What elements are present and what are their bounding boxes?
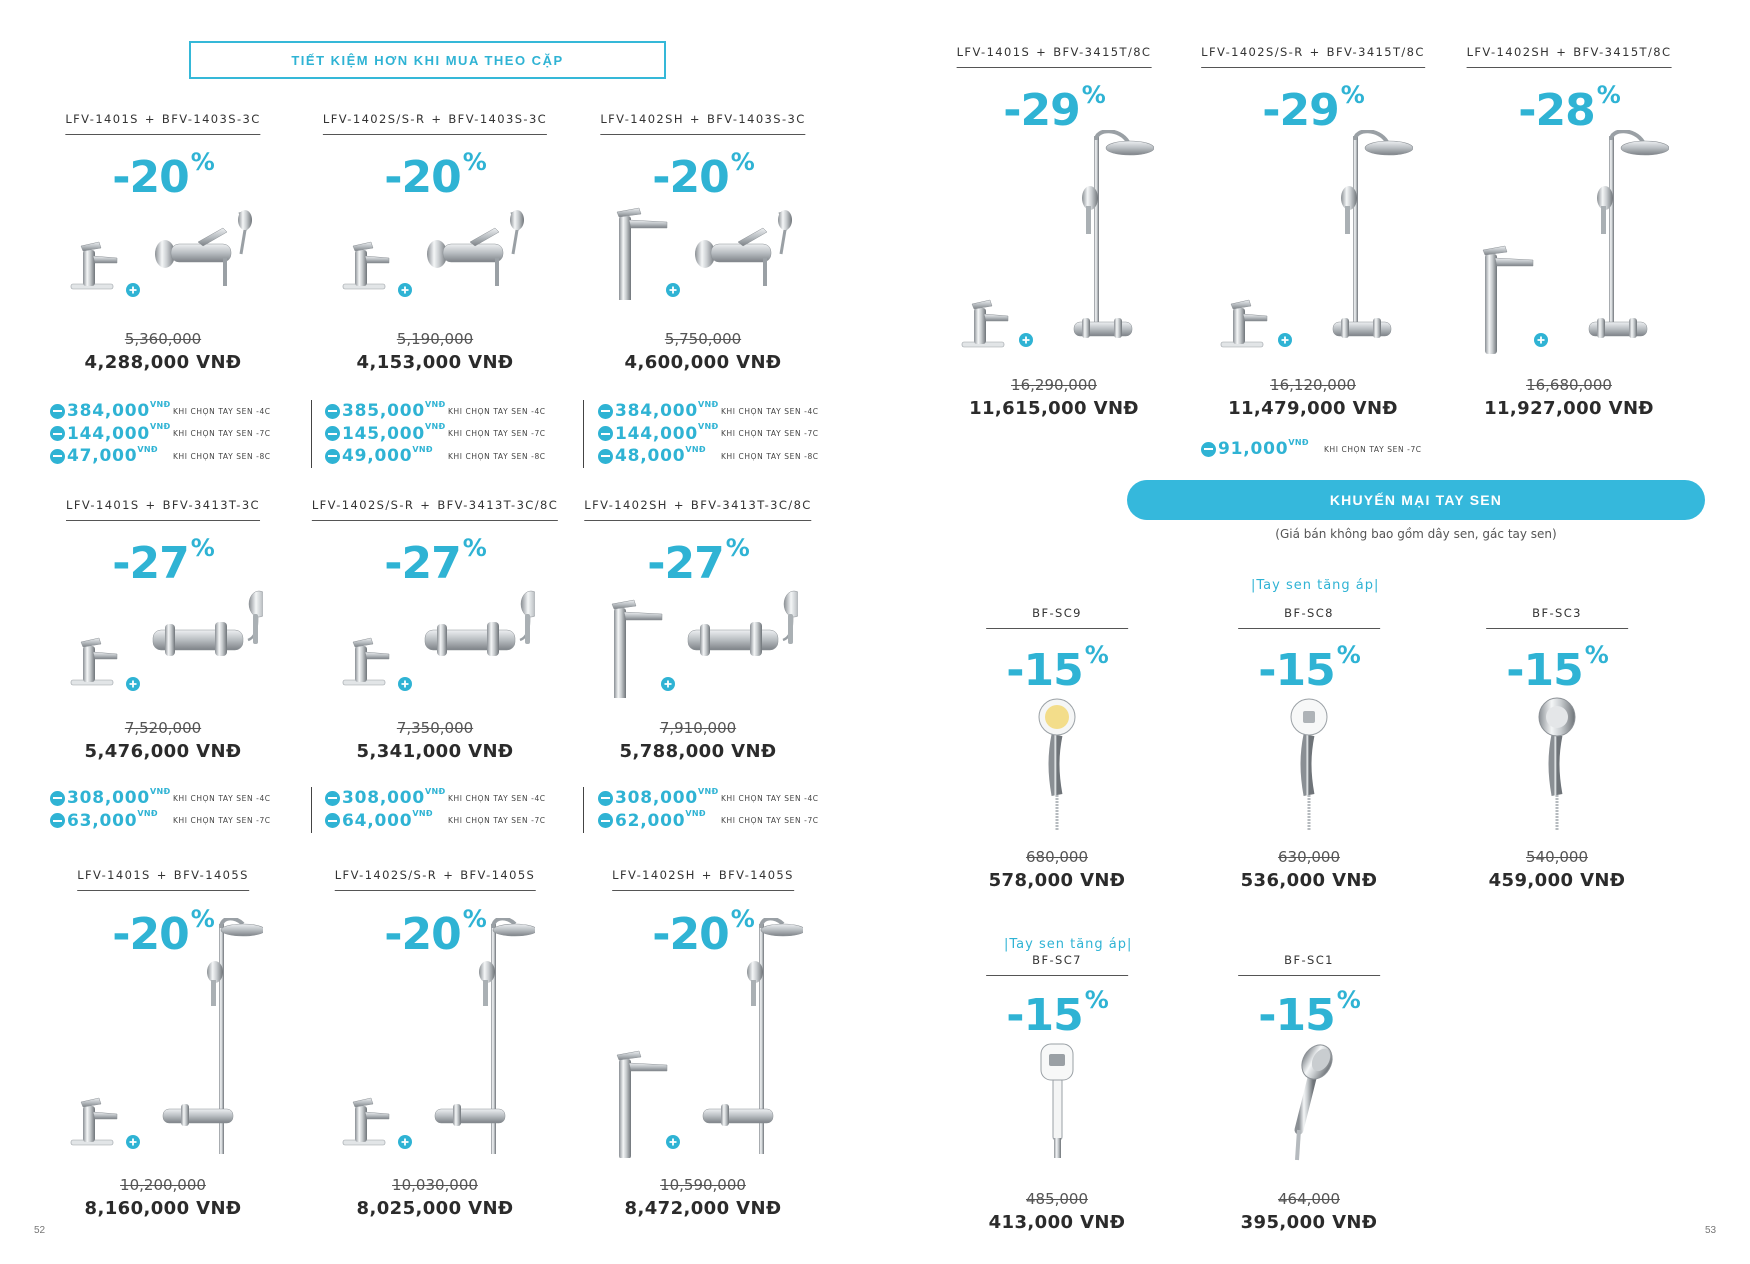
extra-discount-row <box>50 787 310 810</box>
combo-model-b: BFV-1405S <box>173 868 249 882</box>
minus-icon <box>325 813 340 828</box>
product-image <box>63 918 263 1163</box>
minus-icon <box>598 791 613 806</box>
combo-title <box>1467 45 1672 68</box>
currency-sup: VNĐ <box>698 399 719 409</box>
minus-icon <box>325 449 340 464</box>
discount-value: -20 <box>652 152 729 203</box>
extra-discount-row <box>598 445 858 468</box>
discount-amount <box>342 786 446 809</box>
currency-sup: VNĐ <box>137 444 158 454</box>
discount-amount <box>67 446 167 466</box>
discount-amount <box>67 399 171 422</box>
amount-value: 384,000 <box>615 401 699 422</box>
percent-sign: % <box>462 148 486 177</box>
combo-model-a: LFV-1401S <box>77 868 151 882</box>
original-price: 5,360,000 <box>124 330 202 348</box>
amount-value: 145,000 <box>342 423 426 444</box>
original-price: 10,200,000 <box>120 1176 206 1194</box>
separator <box>311 400 312 468</box>
discount-value: -15 <box>1258 645 1335 696</box>
combo-title <box>66 498 260 521</box>
product-image <box>335 200 535 305</box>
extra-discount-row <box>325 423 585 446</box>
combo-title <box>612 868 794 891</box>
discount-condition: KHI CHỌN TAY SEN -8C <box>448 451 546 461</box>
plus-sign: + <box>689 112 701 126</box>
plus-sign: + <box>156 868 168 882</box>
separator <box>311 787 312 833</box>
minus-icon <box>325 426 340 441</box>
extra-discount-row <box>50 400 310 423</box>
percent-sign: % <box>1084 641 1108 670</box>
combo-model-a: LFV-1402SH <box>612 868 696 882</box>
sale-price: 459,000 VNĐ <box>1488 870 1626 891</box>
hand-shower-image <box>1527 695 1587 840</box>
discount-value: -15 <box>1506 645 1583 696</box>
sale-price: 8,025,000 VNĐ <box>356 1198 514 1219</box>
plus-sign: + <box>443 868 455 882</box>
discount-value: -15 <box>1006 990 1083 1041</box>
discount-percent <box>112 534 214 589</box>
minus-icon <box>50 449 65 464</box>
sale-price: 578,000 VNĐ <box>988 870 1126 891</box>
shower-model: BF-SC1 <box>1238 953 1380 976</box>
shower-model: BF-SC9 <box>986 606 1128 629</box>
discount-amount <box>342 422 446 444</box>
discount-condition: KHI CHỌN TAY SEN -7C <box>173 816 271 826</box>
product-image <box>63 200 263 305</box>
promo-note: (Giá bán không bao gồm dây sen, gác tay sen) <box>1275 527 1557 541</box>
plus-sign: + <box>144 112 156 126</box>
extra-discount-list <box>50 400 310 468</box>
discount-condition: KHI CHỌN TAY SEN -7C <box>448 816 546 826</box>
amount-value: 144,000 <box>67 423 151 444</box>
combo-model-a: LFV-1401S <box>65 112 139 126</box>
extra-discount-row <box>598 787 858 810</box>
discount-amount <box>615 422 719 444</box>
discount-amount <box>615 446 715 466</box>
minus-icon <box>325 791 340 806</box>
extra-discount-list <box>598 400 858 468</box>
minus-icon <box>598 449 613 464</box>
discount-condition: KHI CHỌN TAY SEN -7C <box>721 816 819 826</box>
sale-price: 4,153,000 VNĐ <box>356 352 514 373</box>
combo-title <box>1201 45 1425 68</box>
extra-discount-row <box>325 400 585 423</box>
hand-shower-image <box>1279 695 1339 840</box>
sale-price: 8,472,000 VNĐ <box>624 1198 782 1219</box>
combo-model-a: LFV-1402SH <box>600 112 684 126</box>
original-price: 680,000 <box>1025 848 1089 866</box>
minus-icon <box>50 426 65 441</box>
discount-amount <box>67 811 167 831</box>
product-image <box>1213 130 1413 365</box>
extra-discount-row <box>1201 438 1461 461</box>
shower-model: BF-SC8 <box>1238 606 1380 629</box>
discount-condition: KHI CHỌN TAY SEN -8C <box>173 451 271 461</box>
discount-percent <box>1262 81 1364 136</box>
original-price: 5,190,000 <box>396 330 474 348</box>
percent-sign: % <box>190 905 214 934</box>
discount-condition: KHI CHỌN TAY SEN -4C <box>448 793 546 803</box>
extra-discount-row <box>50 423 310 446</box>
amount-value: 91,000 <box>1218 439 1289 460</box>
currency-sup: VNĐ <box>425 786 446 796</box>
combo-model-b: BFV-3413T-3C/8C <box>690 498 812 512</box>
extra-discount-row <box>50 810 310 833</box>
extra-discount-row <box>325 787 585 810</box>
combo-model-b: BFV-3413T-3C/8C <box>437 498 559 512</box>
sale-price: 5,788,000 VNĐ <box>619 741 777 762</box>
discount-value: -20 <box>384 909 461 960</box>
percent-sign: % <box>1596 81 1620 110</box>
product-image <box>63 588 263 703</box>
currency-sup: VNĐ <box>425 399 446 409</box>
currency-sup: VNĐ <box>425 422 446 432</box>
plus-sign: + <box>1036 45 1048 59</box>
currency-sup: VNĐ <box>150 786 171 796</box>
currency-sup: VNĐ <box>698 422 719 432</box>
discount-condition: KHI CHỌN TAY SEN -7C <box>448 429 546 439</box>
extra-discount-row <box>598 400 858 423</box>
combo-model-a: LFV-1402SH <box>1466 45 1551 59</box>
original-price: 485,000 <box>1025 1190 1089 1208</box>
discount-percent <box>647 534 749 589</box>
percent-sign: % <box>1584 641 1608 670</box>
percent-sign: % <box>1336 986 1360 1015</box>
minus-icon <box>1201 442 1216 457</box>
combo-model-b: BFV-1403S-3C <box>161 112 261 126</box>
minus-icon <box>50 791 65 806</box>
extra-discount-list <box>1201 438 1461 461</box>
amount-value: 64,000 <box>342 810 413 831</box>
currency-sup: VNĐ <box>685 809 706 819</box>
extra-discount-row <box>325 445 585 468</box>
discount-amount <box>342 446 442 466</box>
original-price: 540,000 <box>1525 848 1589 866</box>
percent-sign: % <box>462 534 486 563</box>
combo-model-b: BFV-3415T/8C <box>1053 45 1152 59</box>
discount-condition: KHI CHỌN TAY SEN -4C <box>721 406 819 416</box>
combo-model-b: BFV-1405S <box>460 868 536 882</box>
sale-price: 536,000 VNĐ <box>1240 870 1378 891</box>
discount-percent <box>1258 641 1360 696</box>
product-image <box>603 918 803 1163</box>
discount-amount <box>342 811 442 831</box>
sale-price: 11,927,000 VNĐ <box>1484 398 1654 419</box>
discount-percent <box>384 534 486 589</box>
percent-sign: % <box>462 905 486 934</box>
discount-value: -27 <box>112 538 189 589</box>
extra-discount-row <box>50 445 310 468</box>
currency-sup: VNĐ <box>137 809 158 819</box>
pressure-tag-sc7: |Tay sen tăng áp| <box>1004 937 1133 952</box>
combo-model-a: LFV-1402S/S-R <box>311 498 415 512</box>
percent-sign: % <box>730 148 754 177</box>
plus-sign: + <box>431 112 443 126</box>
combo-model-b: BFV-3415T/8C <box>1573 45 1672 59</box>
product-image <box>335 918 535 1163</box>
original-price: 16,290,000 <box>1011 376 1097 394</box>
combo-model-a: LFV-1402S/S-R <box>322 112 426 126</box>
discount-value: -28 <box>1518 85 1595 136</box>
combo-title <box>584 498 811 521</box>
discount-value: -15 <box>1258 990 1335 1041</box>
discount-percent <box>1258 986 1360 1041</box>
discount-percent <box>1006 986 1108 1041</box>
discount-value: -29 <box>1262 85 1339 136</box>
extra-discount-row <box>598 423 858 446</box>
sale-price: 413,000 VNĐ <box>988 1212 1126 1233</box>
plus-sign: + <box>1556 45 1568 59</box>
sale-price: 5,341,000 VNĐ <box>356 741 514 762</box>
combo-title <box>957 45 1152 68</box>
currency-sup: VNĐ <box>685 444 706 454</box>
discount-condition: KHI CHỌN TAY SEN -7C <box>1324 444 1422 454</box>
currency-sup: VNĐ <box>150 399 171 409</box>
discount-value: -27 <box>647 538 724 589</box>
discount-value: -27 <box>384 538 461 589</box>
sale-price: 11,479,000 VNĐ <box>1228 398 1398 419</box>
discount-condition: KHI CHỌN TAY SEN -8C <box>721 451 819 461</box>
discount-amount <box>67 786 171 809</box>
discount-value: -20 <box>112 152 189 203</box>
minus-icon <box>50 813 65 828</box>
plus-sign: + <box>673 498 685 512</box>
discount-condition: KHI CHỌN TAY SEN -4C <box>173 406 271 416</box>
combo-title <box>77 868 249 891</box>
hand-shower-image <box>1027 1040 1087 1185</box>
combo-title <box>312 498 558 521</box>
amount-value: 63,000 <box>67 810 138 831</box>
percent-sign: % <box>190 534 214 563</box>
discount-value: -20 <box>112 909 189 960</box>
amount-value: 308,000 <box>342 788 426 809</box>
original-price: 630,000 <box>1277 848 1341 866</box>
plus-sign: + <box>701 868 713 882</box>
combo-model-b: BFV-1403S-3C <box>706 112 806 126</box>
extra-discount-row <box>325 810 585 833</box>
hand-shower-image <box>1027 695 1087 840</box>
discount-amount <box>1218 439 1318 459</box>
minus-icon <box>598 813 613 828</box>
discount-condition: KHI CHỌN TAY SEN -7C <box>721 429 819 439</box>
amount-value: 144,000 <box>615 423 699 444</box>
discount-value: -20 <box>652 909 729 960</box>
percent-sign: % <box>1081 81 1105 110</box>
product-image <box>603 200 803 305</box>
combo-model-b: BFV-3415T/8C <box>1326 45 1425 59</box>
combo-model-a: LFV-1401S <box>956 45 1031 59</box>
discount-amount <box>615 811 715 831</box>
sale-price: 395,000 VNĐ <box>1240 1212 1378 1233</box>
discount-amount <box>615 399 719 422</box>
product-image <box>598 588 798 703</box>
amount-value: 48,000 <box>615 446 686 467</box>
plus-sign: + <box>420 498 432 512</box>
original-price: 10,590,000 <box>660 1176 746 1194</box>
sale-price: 4,600,000 VNĐ <box>624 352 782 373</box>
discount-condition: KHI CHỌN TAY SEN -7C <box>173 429 271 439</box>
sale-price: 8,160,000 VNĐ <box>84 1198 242 1219</box>
product-image <box>335 588 535 703</box>
percent-sign: % <box>1340 81 1364 110</box>
combo-model-a: LFV-1402S/S-R <box>1201 45 1304 59</box>
minus-icon <box>598 404 613 419</box>
plus-sign: + <box>1309 45 1321 59</box>
discount-condition: KHI CHỌN TAY SEN -4C <box>448 406 546 416</box>
sale-price: 5,476,000 VNĐ <box>84 741 242 762</box>
extra-discount-list <box>325 787 585 832</box>
extra-discount-list <box>598 787 858 832</box>
sale-price: 11,615,000 VNĐ <box>969 398 1139 419</box>
sale-price: 4,288,000 VNĐ <box>84 352 242 373</box>
discount-value: -15 <box>1006 645 1083 696</box>
percent-sign: % <box>725 534 749 563</box>
discount-percent <box>652 148 754 203</box>
promo-banner: KHUYẾN MẠI TAY SEN <box>1127 480 1705 520</box>
amount-value: 308,000 <box>615 788 699 809</box>
original-price: 5,750,000 <box>664 330 742 348</box>
discount-percent <box>1003 81 1105 136</box>
amount-value: 62,000 <box>615 810 686 831</box>
original-price: 16,120,000 <box>1270 376 1356 394</box>
discount-amount <box>615 786 719 809</box>
shower-model: BF-SC3 <box>1486 606 1628 629</box>
combo-model-b: BFV-1405S <box>718 868 794 882</box>
discount-value: -29 <box>1003 85 1080 136</box>
combo-model-a: LFV-1401S <box>66 498 140 512</box>
product-image <box>954 130 1154 365</box>
currency-sup: VNĐ <box>698 786 719 796</box>
discount-value: -20 <box>384 152 461 203</box>
combo-title <box>323 112 547 135</box>
page-title: TIẾT KIỆM HƠN KHI MUA THEO CẶP <box>189 41 666 79</box>
combo-model-b: BFV-1403S-3C <box>448 112 548 126</box>
page-number-left: 52 <box>34 1225 46 1236</box>
percent-sign: % <box>730 905 754 934</box>
discount-percent <box>1518 81 1620 136</box>
amount-value: 308,000 <box>67 788 151 809</box>
original-price: 464,000 <box>1277 1190 1341 1208</box>
discount-percent <box>384 148 486 203</box>
currency-sup: VNĐ <box>412 809 433 819</box>
extra-discount-list <box>50 787 310 832</box>
combo-model-a: LFV-1402S/S-R <box>334 868 438 882</box>
combo-title <box>65 112 260 135</box>
currency-sup: VNĐ <box>412 444 433 454</box>
combo-title <box>335 868 536 891</box>
percent-sign: % <box>1336 641 1360 670</box>
percent-sign: % <box>190 148 214 177</box>
page-number-right: 53 <box>1705 1225 1717 1236</box>
combo-model-b: BFV-3413T-3C <box>162 498 260 512</box>
pressure-tag-sc8: |Tay sen tăng áp| <box>1251 578 1380 593</box>
amount-value: 49,000 <box>342 446 413 467</box>
minus-icon <box>598 426 613 441</box>
combo-title <box>600 112 805 135</box>
original-price: 7,520,000 <box>124 719 202 737</box>
combo-model-a: LFV-1402SH <box>584 498 668 512</box>
hand-shower-image <box>1279 1040 1339 1185</box>
original-price: 10,030,000 <box>392 1176 478 1194</box>
extra-discount-list <box>325 400 585 468</box>
percent-sign: % <box>1084 986 1108 1015</box>
original-price: 16,680,000 <box>1526 376 1612 394</box>
discount-percent <box>112 148 214 203</box>
amount-value: 385,000 <box>342 401 426 422</box>
original-price: 7,350,000 <box>396 719 474 737</box>
discount-amount <box>342 399 446 422</box>
amount-value: 384,000 <box>67 401 151 422</box>
discount-amount <box>67 422 171 444</box>
extra-discount-row <box>598 810 858 833</box>
original-price: 7,910,000 <box>659 719 737 737</box>
minus-icon <box>50 404 65 419</box>
plus-sign: + <box>145 498 157 512</box>
minus-icon <box>325 404 340 419</box>
currency-sup: VNĐ <box>1288 437 1309 447</box>
discount-percent <box>1506 641 1608 696</box>
product-image <box>1469 130 1669 365</box>
currency-sup: VNĐ <box>150 422 171 432</box>
discount-percent <box>1006 641 1108 696</box>
amount-value: 47,000 <box>67 446 138 467</box>
shower-model: BF-SC7 <box>986 953 1128 976</box>
discount-condition: KHI CHỌN TAY SEN -4C <box>173 793 271 803</box>
discount-condition: KHI CHỌN TAY SEN -4C <box>721 793 819 803</box>
